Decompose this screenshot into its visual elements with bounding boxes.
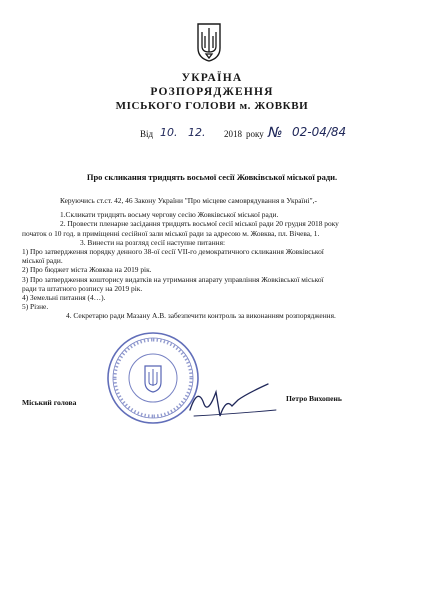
header-country: УКРАЇНА	[181, 72, 243, 84]
document-subject: Про скликання тридцять восьмої сесії Жовківської міської ради.	[86, 172, 338, 182]
question-4: 4) Земельні питання (4…).	[22, 293, 106, 303]
question-1-line-1: 1) Про затвердження порядку денного 38-ої сесії VII-го демократичного скликання Жовківської	[22, 247, 324, 257]
question-2: 2) Про бюджет міста Жовква на 2019 рік.	[22, 265, 152, 275]
number-sign: №	[268, 125, 283, 141]
question-3-line-2: ради та штатного розпису на 2019 рік.	[22, 283, 143, 293]
date-from-label: Від	[140, 129, 154, 139]
item-2-line-1: 2. Провести пленарне засідання тридцять восьмої сесії міської ради 20 грудня 2018 року	[60, 219, 339, 229]
header-doc-type: РОЗПОРЯДЖЕННЯ	[150, 86, 274, 98]
item-1: 1.Скликати тридцять восьму чергову сесію Жовківської міської ради.	[60, 210, 279, 220]
item-3: 3. Винести на розгляд сесії наступне питання:	[80, 237, 226, 247]
coat-of-arms-icon	[196, 22, 222, 62]
handwritten-signature-icon	[172, 370, 282, 430]
date-number-line	[140, 124, 410, 144]
date-month: 12.	[188, 126, 206, 139]
document-body	[22, 196, 402, 321]
item-2-line-2: початок о 10 год. в приміщенні сесійної зали міської ради за адресою м. Жовква, пл. Вічева, 1.	[22, 228, 320, 238]
item-4: 4. Секретарю ради Мазану А.В. забезпечити контроль за виконанням розпорядження.	[66, 311, 336, 321]
question-3-line-1: 3) Про затвердження кошторису видатків на утримання апарату управління Жовківської міської	[22, 274, 324, 284]
date-day: 10.	[160, 126, 178, 139]
date-year-label: року	[246, 129, 264, 139]
question-1-line-2: міської ради.	[22, 256, 63, 266]
signatory-position: Міський голова	[22, 398, 77, 407]
header-authority: МІСЬКОГО ГОЛОВИ м. ЖОВКВИ	[115, 100, 309, 112]
date-year: 2018	[224, 129, 242, 139]
basis-paragraph: Керуючись ст.ст. 42, 46 Закону України "Про місцеве самоврядування в Україні",-	[60, 196, 317, 205]
doc-number: 02-04/84	[292, 125, 347, 139]
signatory-name: Петро Вихопень	[286, 394, 342, 403]
question-5: 5) Різне.	[22, 302, 49, 312]
